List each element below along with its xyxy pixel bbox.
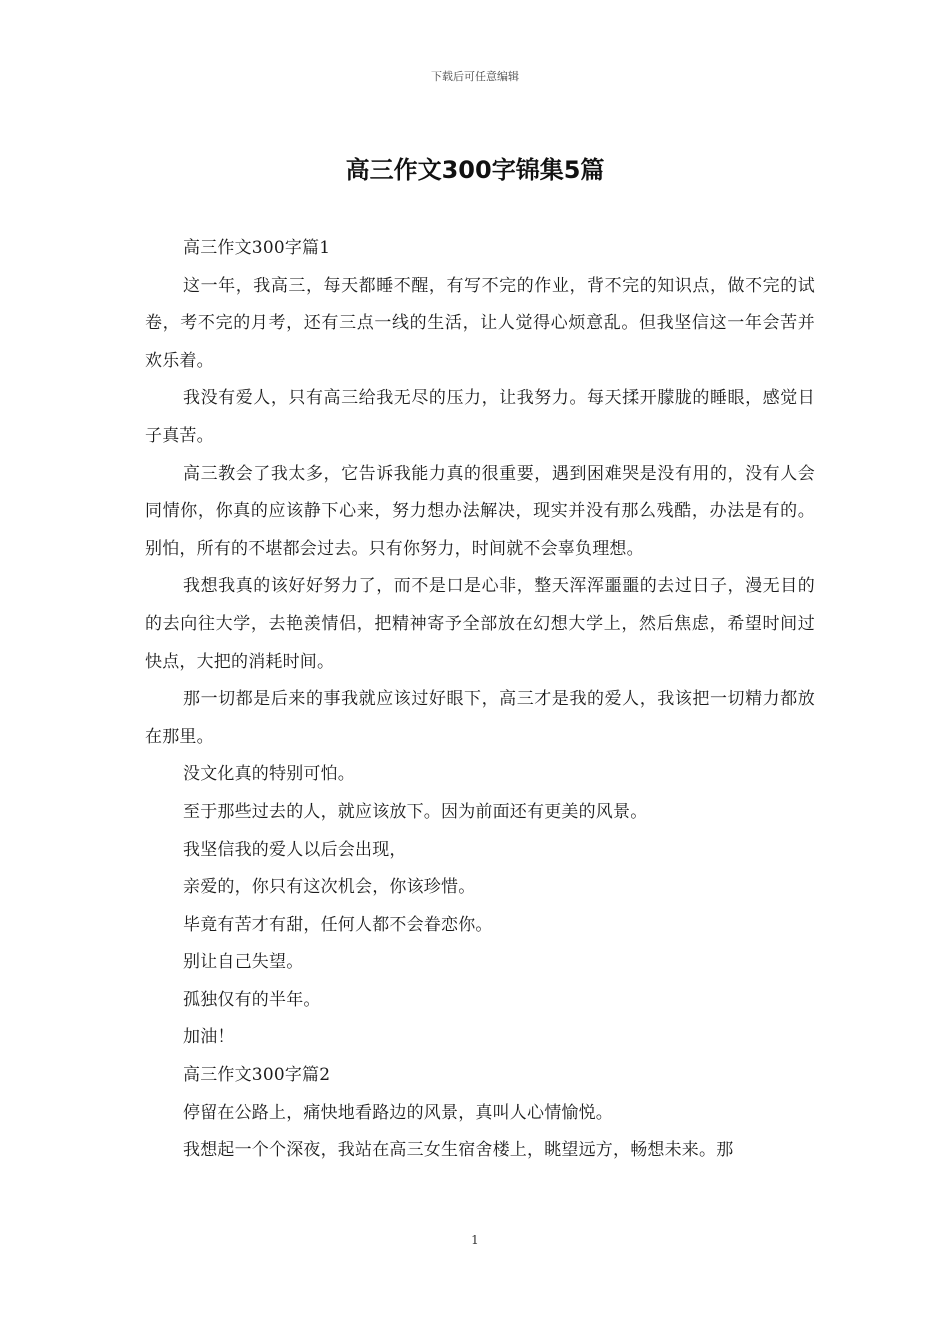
- paragraph: 至于那些过去的人，就应该放下。因为前面还有更美的风景。: [183, 801, 648, 822]
- paragraph: 我想我真的该好好努力了，而不是口是心非，整天浑浑噩噩的去过日子，漫无目的的去向往大学，去艳羡情侣，把精神寄予全部放在幻想大学上，然后焦虑，希望时间过快点，大把的消耗时间。: [145, 576, 815, 672]
- paragraph: 加油！: [183, 1027, 235, 1048]
- paragraph: 停留在公路上，痛快地看路边的风景，真叫人心情愉悦。: [183, 1102, 613, 1123]
- paragraph: 那一切都是后来的事我就应该过好眼下，高三才是我的爱人，我该把一切精力都放在那里。: [145, 689, 815, 747]
- paragraph: 这一年，我高三，每天都睡不醒，有写不完的作业，背不完的知识点，做不完的试卷，考不完的月考，还有三点一线的生活，让人觉得心烦意乱。但我坚信这一年会苦并欢乐着。: [145, 275, 815, 371]
- paragraph: 我坚信我的爱人以后会出现，: [183, 839, 407, 860]
- document-body: [145, 230, 815, 1170]
- paragraph: 我想起一个个深夜，我站在高三女生宿舍楼上，眺望远方，畅想未来。那: [183, 1140, 734, 1161]
- document-title: 高三作文300字锦集5篇: [345, 156, 605, 184]
- section-heading-1: 高三作文300字篇1: [183, 238, 331, 258]
- paragraph: 没文化真的特别可怕。: [183, 764, 355, 785]
- paragraph: 孤独仅有的半年。: [183, 989, 321, 1010]
- paragraph: 毕竟有苦才有甜，任何人都不会眷恋你。: [183, 914, 493, 935]
- section-heading-2: 高三作文300字篇2: [183, 1065, 331, 1086]
- paragraph: 我没有爱人，只有高三给我无尽的压力，让我努力。每天揉开朦胧的睡眼，感觉日子真苦。: [145, 388, 815, 446]
- header-note: 下载后可任意编辑: [431, 70, 519, 83]
- page-number: 1: [471, 1233, 479, 1247]
- paragraph: 高三教会了我太多，它告诉我能力真的很重要，遇到困难哭是没有用的，没有人会同情你，你真的应该静下心来，努力想办法解决，现实并没有那么残酷，办法是有的。别怕，所有的不堪都会过去。只有你努力，时间就不会辜负理想。: [145, 463, 815, 559]
- paragraph: 别让自己失望。: [183, 952, 304, 973]
- paragraph: 亲爱的，你只有这次机会，你该珍惜。: [183, 877, 476, 898]
